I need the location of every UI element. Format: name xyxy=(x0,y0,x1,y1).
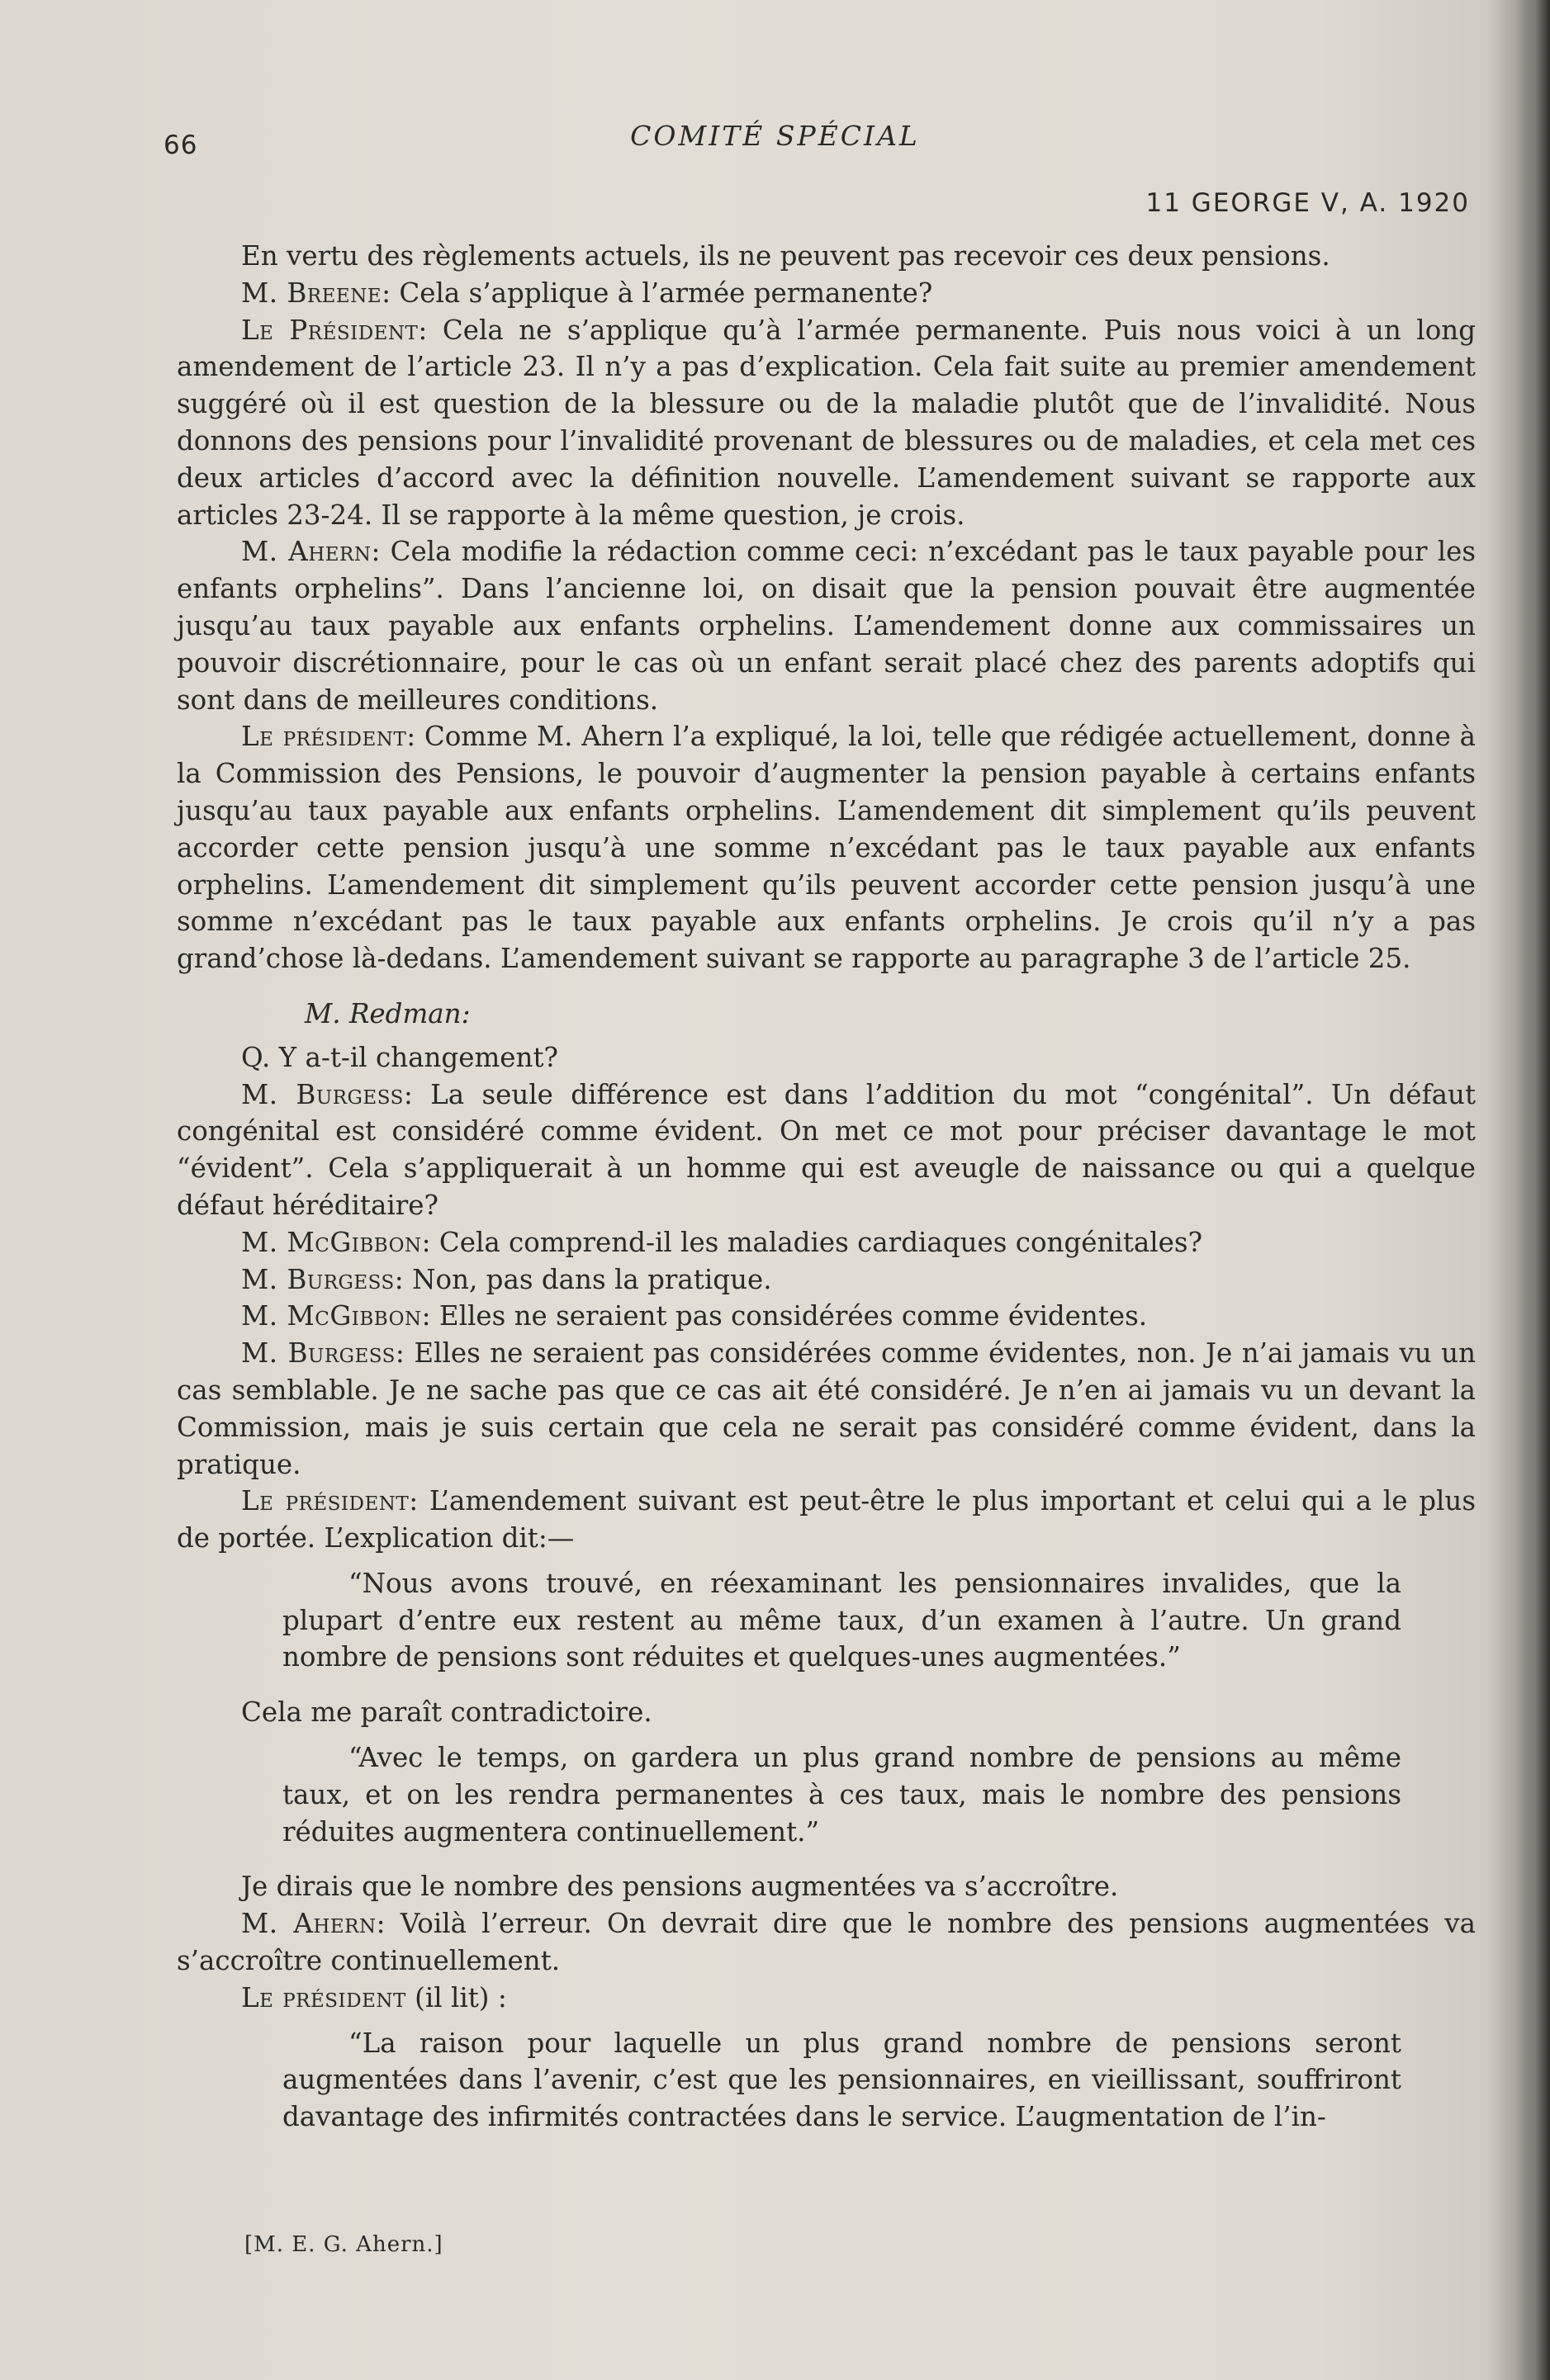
paragraph-text: Q. Y a-t-il changement? xyxy=(241,1041,558,1073)
paragraph xyxy=(177,1335,1476,1483)
speaker-name: Le Président xyxy=(241,314,419,346)
paragraph-text: : Non, pas dans la pratique. xyxy=(394,1263,772,1295)
paragraph-text: : L’amendement suivant est peut-être le plus important et celui qui a le plus de portée. L’explication dit:— xyxy=(177,1485,1476,1554)
paragraph-text: : Elles ne seraient pas considérées comme évidentes, non. Je n’ai jamais vu un cas semblable. Je ne sache pas que ce cas ait été considéré. Je n’en ai jamais vu un devant la Commission, mais je suis certain que cela ne serait pas considéré comme évident, dans la pratique. xyxy=(177,1337,1476,1480)
paragraph xyxy=(177,1076,1476,1224)
speaker-name: M. Burgess xyxy=(241,1263,395,1295)
paragraph-text: En vertu des règlements actuels, ils ne peuvent pas recevoir ces deux pensions. xyxy=(241,240,1330,272)
paragraph: Cela me paraît contradictoire. xyxy=(241,1696,652,1729)
paragraph xyxy=(177,718,1476,977)
speaker-name: M. Breene xyxy=(241,277,382,309)
paragraph-text: : Elles ne seraient pas considérées comme évidentes. xyxy=(421,1300,1148,1332)
speaker-name: M. McGibbon xyxy=(241,1226,422,1258)
paragraph xyxy=(177,312,1476,534)
paragraph-text: : Cela ne s’applique qu’à l’armée permanente. Puis nous voici à un long amendement de l’article 23. Il n’y a pas d’explication. Cela fait suite au premier amendement suggéré où il est question de la blessure ou de la maladie plutôt que de l’invalidité. Nous donnons des pensions pour l’invalidité provenant de blessures ou de maladies, et cela met ces deux articles d’accord avec la définition nouvelle. L’amendement suivant se rapporte aux articles 23-24. Il se rapporte à la même question, je crois. xyxy=(177,314,1476,531)
paragraph xyxy=(177,1039,1476,1076)
paragraph xyxy=(177,1905,1476,1980)
examiner-subheading: M. Redman: xyxy=(305,997,471,1029)
paragraph xyxy=(177,1980,1476,2017)
paragraph-text: : Cela s’applique à l’armée permanente? xyxy=(382,277,933,309)
paragraph xyxy=(177,1261,1476,1299)
block-quote: “La raison pour laquelle un plus grand nombre de pensions seront augmentées dans l’avenir, c’est que les pensionnaires, en vieillissant, souffriront davantage des infirmités contractées dans le service. L’augmentation de l’in- xyxy=(282,2027,1401,2133)
paragraph xyxy=(177,1483,1476,1557)
speaker-name: M. Burgess xyxy=(241,1078,404,1110)
speaker-name: Le président xyxy=(241,1981,406,2013)
paragraph-text: : Cela modifie la rédaction comme ceci: n’excédant pas le taux payable pour les enfants orphelins”. Dans l’ancienne loi, on disait que la pension pouvait être augmentée jusqu’au taux payable aux enfants orphelins. L’amendement donne aux commissaires un pouvoir discrétionnaire, pour le cas où un enfant serait placé chez des parents adoptifs qui sont dans de meilleures conditions. xyxy=(177,536,1477,716)
page-number: 66 xyxy=(164,130,198,160)
paragraph xyxy=(177,1868,1476,1905)
paragraph xyxy=(177,1298,1476,1335)
book-gutter-shadow xyxy=(1517,0,1550,2380)
block-quote: “Nous avons trouvé, en réexaminant les pensionnaires invalides, que la plupart d’entre eux restent au même taux, d’un examen à l’autre. Un grand nombre de pensions sont réduites et quelques-unes augmentées.” xyxy=(282,1567,1401,1673)
running-title: COMITÉ SPÉCIAL xyxy=(630,120,920,152)
paragraph xyxy=(177,275,1476,312)
speaker-name: M. McGibbon xyxy=(241,1300,422,1332)
speaker-name: Le président xyxy=(241,1485,410,1517)
block-quote: “Avec le temps, on gardera un plus grand nombre de pensions au même taux, et on les rendra permanentes à ces taux, mais le nombre des pensions réduites augmentera continuellement.” xyxy=(282,1742,1401,1848)
paragraph xyxy=(177,1224,1476,1261)
body-text xyxy=(177,238,1476,2154)
speaker-name: Le président xyxy=(241,721,407,753)
paragraph xyxy=(177,533,1476,718)
paragraph xyxy=(177,238,1476,275)
paragraph-text: (il lit) : xyxy=(405,1981,507,2013)
speaker-name: M. Burgess xyxy=(241,1337,396,1370)
speaker-name: M. Ahern xyxy=(241,536,372,568)
paragraph-text: : Comme M. Ahern l’a expliqué, la loi, telle que rédigée actuellement, donne à la Commission des Pensions, le pouvoir d’augmenter la pension payable à certains enfants jusqu’au taux payable aux enfants orphelins. L’amendement dit simplement qu’ils peuvent accorder cette pension jusqu’à une somme n’excédant pas le taux payable aux enfants orphelins. L’amendement dit simplement qu’ils peuvent accorder cette pension jusqu’à une somme n’excédant pas le taux payable aux enfants orphelins. Je crois qu’il n’y a pas grand’chose là-dedans. L’amendement suivant se rapporte au paragraphe 3 de l’article 25. xyxy=(177,721,1476,975)
speaker-name: M. Ahern xyxy=(241,1908,377,1940)
paragraph-text: : Cela comprend-il les maladies cardiaques congénitales? xyxy=(421,1226,1202,1258)
paragraph-text: : La seule différence est dans l’addition du mot “congénital”. Un défaut congénital est considéré comme évident. On met ce mot pour préciser davantage le mot “évident”. Cela s’appliquerait à un homme qui est aveugle de naissance ou qui a quelque défaut héréditaire? xyxy=(177,1078,1477,1221)
paragraph-text: : Voilà l’erreur. On devrait dire que le nombre des pensions augmentées va s’accroître continuellement. xyxy=(177,1908,1476,1977)
paragraph-text: Je dirais que le nombre des pensions augmentées va s’accroître. xyxy=(241,1871,1119,1903)
footer-speaker-reference: [M. E. G. Ahern.] xyxy=(244,2232,443,2257)
session-reference: 11 GEORGE V, A. 1920 xyxy=(1145,188,1470,218)
